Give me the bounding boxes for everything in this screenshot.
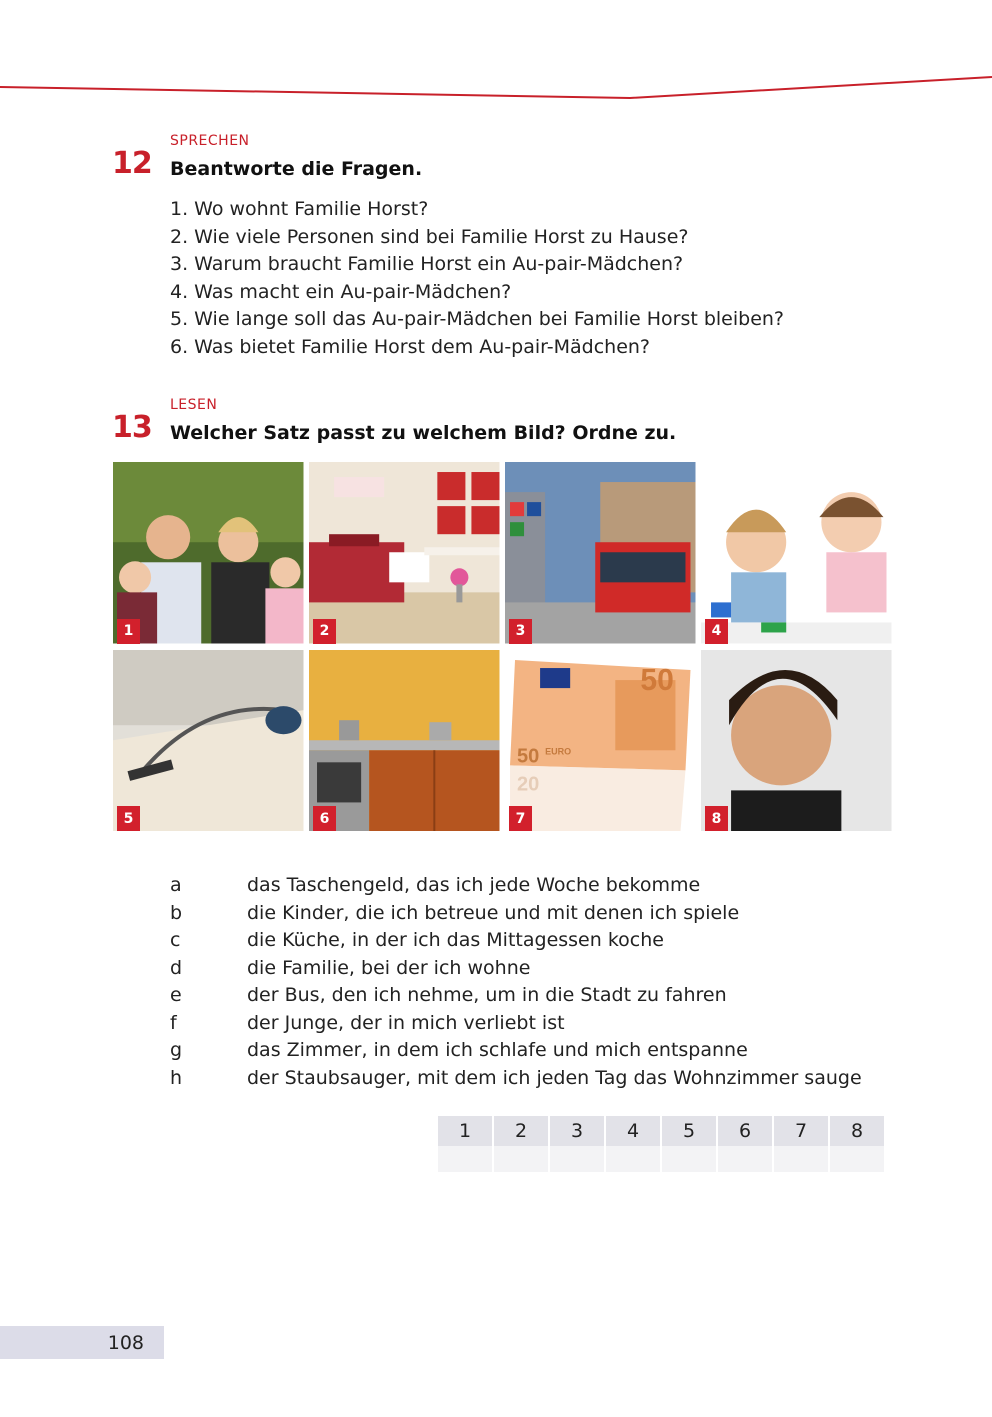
sentence-letter: b bbox=[170, 901, 183, 924]
answer-table-answer-row bbox=[438, 1146, 884, 1172]
sentence-item bbox=[170, 872, 862, 900]
sentence-letter: h bbox=[170, 1066, 183, 1089]
exercise-12-title: Beantworte die Fragen. bbox=[170, 158, 423, 180]
photo-number-badge: 4 bbox=[705, 619, 728, 644]
sentence-letter: e bbox=[170, 984, 182, 1006]
answer-cell[interactable] bbox=[718, 1146, 772, 1172]
question-item: 1. Wo wohnt Familie Horst? bbox=[170, 198, 429, 220]
answer-cell[interactable] bbox=[606, 1146, 660, 1172]
young-man-photo bbox=[701, 650, 892, 832]
exercise-13-number: 13 bbox=[112, 410, 152, 445]
sentence-item bbox=[170, 955, 862, 983]
question-list bbox=[170, 196, 784, 361]
sentence-letter: f bbox=[170, 1011, 177, 1034]
sentence-letter: c bbox=[170, 929, 181, 951]
answer-cell[interactable] bbox=[550, 1146, 604, 1172]
answer-cell[interactable] bbox=[774, 1146, 828, 1172]
family-photo bbox=[113, 462, 304, 644]
banknote-value-small: 50 bbox=[517, 744, 540, 767]
answer-table-header: 5 bbox=[662, 1116, 716, 1146]
answer-table-header: 1 bbox=[438, 1116, 492, 1146]
answer-cell[interactable] bbox=[662, 1146, 716, 1172]
sentence-text: das Zimmer, in dem ich schlafe und mich entspanne bbox=[247, 1039, 748, 1061]
sentence-item bbox=[170, 982, 862, 1010]
city-bus-photo bbox=[505, 462, 696, 644]
sentence-letter: a bbox=[170, 874, 182, 896]
children-playing-photo bbox=[701, 462, 892, 644]
question-item: 5. Wie lange soll das Au-pair-Mädchen bei Familie Horst bleiben? bbox=[170, 308, 785, 330]
sentence-text: der Staubsauger, mit dem ich jeden Tag das Wohnzimmer sauge bbox=[247, 1066, 862, 1089]
question-item: 6. Was bietet Familie Horst dem Au-pair-Mädchen? bbox=[170, 335, 651, 358]
exercise-13-label: LESEN bbox=[170, 397, 218, 413]
answer-table-header: 7 bbox=[774, 1116, 828, 1146]
banknote-currency: EURO bbox=[545, 745, 572, 756]
photo-number-badge: 1 bbox=[117, 619, 140, 644]
photo-number-badge: 3 bbox=[509, 619, 532, 644]
header-rule bbox=[0, 0, 992, 110]
sentence-item bbox=[170, 1010, 862, 1038]
answer-table-header: 8 bbox=[830, 1116, 884, 1146]
answer-table-header: 6 bbox=[718, 1116, 772, 1146]
sentence-item bbox=[170, 1037, 862, 1065]
answer-cell[interactable] bbox=[830, 1146, 884, 1172]
answer-table-header: 4 bbox=[606, 1116, 660, 1146]
sentence-text: die Familie, bei der ich wohne bbox=[247, 956, 531, 979]
sentence-item bbox=[170, 900, 862, 928]
sentence-list bbox=[170, 872, 862, 1092]
photo-number-badge: 8 bbox=[705, 806, 728, 831]
euro-banknote-photo bbox=[505, 650, 696, 832]
sentence-text: der Junge, der in mich verliebt ist bbox=[247, 1011, 565, 1034]
answer-cell[interactable] bbox=[438, 1146, 492, 1172]
sentence-letter: g bbox=[170, 1039, 183, 1061]
exercise-12-number: 12 bbox=[112, 146, 152, 181]
photo-number-badge: 7 bbox=[509, 806, 532, 831]
answer-table-header: 3 bbox=[550, 1116, 604, 1146]
answer-table bbox=[436, 1116, 886, 1172]
sentence-text: die Kinder, die ich betreue und mit denen ich spiele bbox=[247, 901, 740, 924]
sentence-item bbox=[170, 927, 862, 955]
banknote-reflection: 20 bbox=[517, 772, 540, 795]
question-item: 3. Warum braucht Familie Horst ein Au-pair-Mädchen? bbox=[170, 253, 684, 275]
exercise-13-title: Welcher Satz passt zu welchem Bild? Ordne zu. bbox=[170, 422, 677, 444]
photo-number-badge: 2 bbox=[313, 619, 336, 644]
question-item: 2. Wie viele Personen sind bei Familie Horst zu Hause? bbox=[170, 225, 689, 248]
vacuum-cleaner-photo bbox=[113, 650, 304, 832]
question-item: 4. Was macht ein Au-pair-Mädchen? bbox=[170, 280, 512, 303]
page-number: 108 bbox=[0, 1326, 164, 1359]
sentence-letter: d bbox=[170, 956, 183, 979]
exercise-12-label: SPRECHEN bbox=[170, 133, 250, 149]
kitchen-photo bbox=[309, 650, 500, 832]
sentence-text: die Küche, in der ich das Mittagessen koche bbox=[247, 929, 664, 951]
photo-number-badge: 6 bbox=[313, 806, 336, 831]
photo-grid bbox=[113, 462, 890, 831]
answer-cell[interactable] bbox=[494, 1146, 548, 1172]
photo-number-badge: 5 bbox=[117, 806, 140, 831]
bedroom-photo bbox=[309, 462, 500, 644]
answer-table-header-row bbox=[438, 1116, 884, 1146]
sentence-text: der Bus, den ich nehme, um in die Stadt zu fahren bbox=[247, 984, 727, 1006]
banknote-value: 50 bbox=[640, 663, 674, 697]
sentence-item bbox=[170, 1065, 862, 1093]
answer-table-header: 2 bbox=[494, 1116, 548, 1146]
sentence-text: das Taschengeld, das ich jede Woche bekomme bbox=[247, 874, 701, 896]
